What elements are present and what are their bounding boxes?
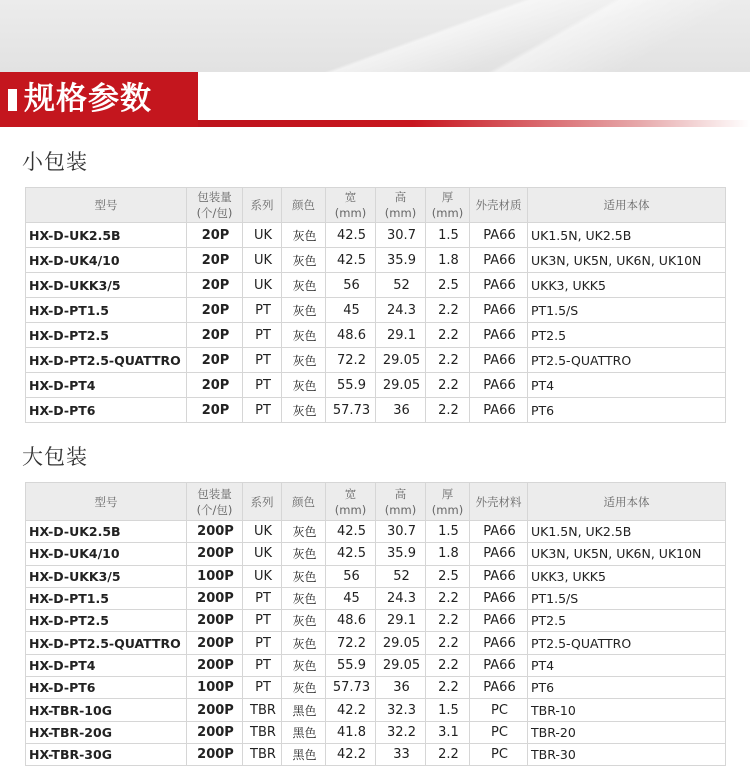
table-row (26, 248, 726, 273)
table-row (26, 521, 726, 543)
cell-width: 42.5 (326, 521, 376, 543)
cell-height: 36 (376, 677, 426, 699)
cell-width: 57.73 (326, 677, 376, 699)
cell-series: PT (243, 654, 282, 676)
cell-width: 42.5 (326, 248, 376, 273)
cell-height: 52 (376, 273, 426, 298)
cell-series: TBR (243, 699, 282, 721)
cell-color: 黑色 (282, 743, 326, 765)
cell-thickness: 2.2 (426, 677, 470, 699)
header-series: 系列 (243, 188, 282, 223)
cell-series: PT (243, 348, 282, 373)
section-banner (0, 72, 750, 127)
cell-qty: 20P (187, 248, 243, 273)
cell-height: 29.1 (376, 323, 426, 348)
table-header-row (26, 483, 726, 521)
cell-body: TBR-20 (528, 721, 726, 743)
cell-series: TBR (243, 743, 282, 765)
cell-width: 45 (326, 587, 376, 609)
cell-series: PT (243, 632, 282, 654)
cell-color: 灰色 (282, 543, 326, 565)
cell-model: HX-D-UK4/10 (26, 543, 187, 565)
table-row (26, 632, 726, 654)
cell-model: HX-D-UKK3/5 (26, 273, 187, 298)
cell-height: 32.3 (376, 699, 426, 721)
cell-thickness: 2.2 (426, 632, 470, 654)
cell-width: 56 (326, 273, 376, 298)
cell-qty: 20P (187, 373, 243, 398)
cell-height: 29.05 (376, 632, 426, 654)
cell-qty: 200P (187, 699, 243, 721)
cell-width: 42.2 (326, 699, 376, 721)
cell-color: 灰色 (282, 248, 326, 273)
cell-thickness: 2.2 (426, 743, 470, 765)
cell-model: HX-D-UK2.5B (26, 223, 187, 248)
cell-color: 灰色 (282, 348, 326, 373)
cell-qty: 20P (187, 398, 243, 423)
cell-body: UK1.5N, UK2.5B (528, 521, 726, 543)
cell-width: 55.9 (326, 373, 376, 398)
cell-material: PA66 (470, 248, 528, 273)
cell-height: 30.7 (376, 521, 426, 543)
cell-color: 灰色 (282, 677, 326, 699)
cell-body: UKK3, UKK5 (528, 565, 726, 587)
cell-thickness: 2.2 (426, 587, 470, 609)
cell-model: HX-D-PT4 (26, 654, 187, 676)
cell-material: PA66 (470, 654, 528, 676)
table-row (26, 348, 726, 373)
cell-height: 29.05 (376, 654, 426, 676)
header-color: 颜色 (282, 188, 326, 223)
cell-color: 黑色 (282, 721, 326, 743)
table-row (26, 323, 726, 348)
cell-width: 42.5 (326, 223, 376, 248)
cell-series: PT (243, 398, 282, 423)
cell-thickness: 2.2 (426, 298, 470, 323)
header-height: 高 (mm) (376, 188, 426, 223)
table-row (26, 721, 726, 743)
table-row (26, 298, 726, 323)
cell-qty: 200P (187, 721, 243, 743)
cell-body: PT2.5-QUATTRO (528, 348, 726, 373)
table-header-row (26, 188, 726, 223)
cell-thickness: 2.5 (426, 273, 470, 298)
cell-series: PT (243, 373, 282, 398)
cell-width: 72.2 (326, 348, 376, 373)
cell-body: UK1.5N, UK2.5B (528, 223, 726, 248)
cell-height: 35.9 (376, 543, 426, 565)
cell-thickness: 1.8 (426, 543, 470, 565)
cell-series: PT (243, 298, 282, 323)
cell-color: 灰色 (282, 323, 326, 348)
cell-material: PA66 (470, 610, 528, 632)
cell-qty: 200P (187, 632, 243, 654)
table-row (26, 587, 726, 609)
cell-qty: 20P (187, 298, 243, 323)
cell-qty: 20P (187, 348, 243, 373)
cell-width: 48.6 (326, 610, 376, 632)
cell-series: UK (243, 565, 282, 587)
cell-thickness: 3.1 (426, 721, 470, 743)
cell-thickness: 2.2 (426, 323, 470, 348)
cell-material: PA66 (470, 521, 528, 543)
cell-height: 29.05 (376, 373, 426, 398)
cell-body: PT4 (528, 654, 726, 676)
cell-width: 41.8 (326, 721, 376, 743)
cell-color: 黑色 (282, 699, 326, 721)
cell-thickness: 1.5 (426, 223, 470, 248)
cell-width: 72.2 (326, 632, 376, 654)
cell-height: 29.1 (376, 610, 426, 632)
cell-qty: 100P (187, 565, 243, 587)
cell-body: PT1.5/S (528, 298, 726, 323)
cell-thickness: 2.5 (426, 565, 470, 587)
cell-height: 30.7 (376, 223, 426, 248)
header-body: 适用本体 (528, 483, 726, 521)
header-model: 型号 (26, 188, 187, 223)
cell-body: PT2.5-QUATTRO (528, 632, 726, 654)
cell-model: HX-D-PT1.5 (26, 587, 187, 609)
cell-model: HX-D-PT2.5-QUATTRO (26, 348, 187, 373)
header-qty: 包装量 (个/包) (187, 483, 243, 521)
top-decorative-band (0, 0, 750, 72)
large-pack-title: 大包装 (22, 445, 88, 469)
cell-series: PT (243, 677, 282, 699)
cell-color: 灰色 (282, 565, 326, 587)
cell-width: 56 (326, 565, 376, 587)
large-pack-table (25, 482, 726, 766)
cell-thickness: 2.2 (426, 654, 470, 676)
table-row (26, 398, 726, 423)
cell-height: 24.3 (376, 587, 426, 609)
cell-color: 灰色 (282, 587, 326, 609)
cell-thickness: 1.5 (426, 521, 470, 543)
cell-height: 35.9 (376, 248, 426, 273)
cell-thickness: 2.2 (426, 373, 470, 398)
header-material: 外壳材质 (470, 188, 528, 223)
cell-body: UK3N, UK5N, UK6N, UK10N (528, 543, 726, 565)
cell-height: 36 (376, 398, 426, 423)
cell-material: PC (470, 743, 528, 765)
cell-color: 灰色 (282, 223, 326, 248)
cell-material: PA66 (470, 565, 528, 587)
cell-qty: 20P (187, 223, 243, 248)
cell-color: 灰色 (282, 273, 326, 298)
cell-qty: 200P (187, 743, 243, 765)
table-row (26, 543, 726, 565)
cell-width: 42.2 (326, 743, 376, 765)
cell-thickness: 2.2 (426, 348, 470, 373)
table-row (26, 699, 726, 721)
table-row (26, 743, 726, 765)
cell-material: PC (470, 721, 528, 743)
cell-series: UK (243, 248, 282, 273)
table-row (26, 565, 726, 587)
cell-height: 32.2 (376, 721, 426, 743)
cell-body: UKK3, UKK5 (528, 273, 726, 298)
banner-title-box (0, 72, 198, 127)
cell-series: UK (243, 273, 282, 298)
cell-qty: 100P (187, 677, 243, 699)
header-qty: 包装量 (个/包) (187, 188, 243, 223)
cell-series: PT (243, 610, 282, 632)
cell-body: PT2.5 (528, 610, 726, 632)
cell-height: 24.3 (376, 298, 426, 323)
cell-body: TBR-10 (528, 699, 726, 721)
cell-material: PA66 (470, 677, 528, 699)
cell-model: HX-D-PT6 (26, 398, 187, 423)
cell-body: PT4 (528, 373, 726, 398)
banner-mark (8, 89, 17, 111)
cell-body: PT2.5 (528, 323, 726, 348)
header-body: 适用本体 (528, 188, 726, 223)
header-color: 颜色 (282, 483, 326, 521)
cell-thickness: 1.8 (426, 248, 470, 273)
cell-qty: 200P (187, 610, 243, 632)
header-width: 宽 (mm) (326, 483, 376, 521)
small-pack-table (25, 187, 726, 423)
table-row (26, 654, 726, 676)
cell-body: PT1.5/S (528, 587, 726, 609)
cell-model: HX-D-UK4/10 (26, 248, 187, 273)
cell-color: 灰色 (282, 632, 326, 654)
cell-model: HX-D-PT2.5 (26, 323, 187, 348)
cell-model: HX-TBR-20G (26, 721, 187, 743)
cell-material: PA66 (470, 323, 528, 348)
cell-width: 48.6 (326, 323, 376, 348)
cell-color: 灰色 (282, 610, 326, 632)
cell-height: 33 (376, 743, 426, 765)
cell-material: PA66 (470, 348, 528, 373)
small-pack-title: 小包装 (22, 150, 88, 174)
cell-model: HX-D-PT6 (26, 677, 187, 699)
cell-qty: 200P (187, 587, 243, 609)
cell-qty: 20P (187, 323, 243, 348)
cell-series: PT (243, 587, 282, 609)
cell-material: PA66 (470, 398, 528, 423)
header-series: 系列 (243, 483, 282, 521)
cell-series: UK (243, 223, 282, 248)
cell-width: 55.9 (326, 654, 376, 676)
header-thickness: 厚 (mm) (426, 188, 470, 223)
cell-thickness: 2.2 (426, 398, 470, 423)
table-row (26, 610, 726, 632)
cell-color: 灰色 (282, 298, 326, 323)
table-row (26, 223, 726, 248)
cell-thickness: 2.2 (426, 610, 470, 632)
cell-height: 29.05 (376, 348, 426, 373)
cell-color: 灰色 (282, 521, 326, 543)
cell-width: 57.73 (326, 398, 376, 423)
cell-material: PA66 (470, 632, 528, 654)
cell-model: HX-D-PT2.5-QUATTRO (26, 632, 187, 654)
cell-height: 52 (376, 565, 426, 587)
cell-qty: 200P (187, 654, 243, 676)
cell-series: UK (243, 543, 282, 565)
cell-body: TBR-30 (528, 743, 726, 765)
header-height: 高 (mm) (376, 483, 426, 521)
cell-model: HX-D-PT1.5 (26, 298, 187, 323)
cell-model: HX-D-UK2.5B (26, 521, 187, 543)
cell-material: PA66 (470, 373, 528, 398)
cell-width: 42.5 (326, 543, 376, 565)
cell-material: PA66 (470, 273, 528, 298)
cell-material: PA66 (470, 587, 528, 609)
cell-series: UK (243, 521, 282, 543)
cell-model: HX-D-PT2.5 (26, 610, 187, 632)
header-material: 外壳材料 (470, 483, 528, 521)
cell-material: PA66 (470, 543, 528, 565)
cell-series: TBR (243, 721, 282, 743)
header-width: 宽 (mm) (326, 188, 376, 223)
cell-material: PC (470, 699, 528, 721)
table-row (26, 677, 726, 699)
cell-model: HX-TBR-30G (26, 743, 187, 765)
cell-qty: 200P (187, 521, 243, 543)
cell-color: 灰色 (282, 654, 326, 676)
cell-body: UK3N, UK5N, UK6N, UK10N (528, 248, 726, 273)
table-row (26, 373, 726, 398)
cell-model: HX-D-PT4 (26, 373, 187, 398)
cell-body: PT6 (528, 677, 726, 699)
cell-color: 灰色 (282, 398, 326, 423)
cell-model: HX-TBR-10G (26, 699, 187, 721)
header-model: 型号 (26, 483, 187, 521)
cell-width: 45 (326, 298, 376, 323)
cell-material: PA66 (470, 223, 528, 248)
cell-material: PA66 (470, 298, 528, 323)
table-row (26, 273, 726, 298)
cell-body: PT6 (528, 398, 726, 423)
cell-model: HX-D-UKK3/5 (26, 565, 187, 587)
header-thickness: 厚 (mm) (426, 483, 470, 521)
cell-thickness: 1.5 (426, 699, 470, 721)
cell-qty: 20P (187, 273, 243, 298)
cell-series: PT (243, 323, 282, 348)
cell-color: 灰色 (282, 373, 326, 398)
page-title: 规格参数 (24, 81, 152, 117)
cell-qty: 200P (187, 543, 243, 565)
